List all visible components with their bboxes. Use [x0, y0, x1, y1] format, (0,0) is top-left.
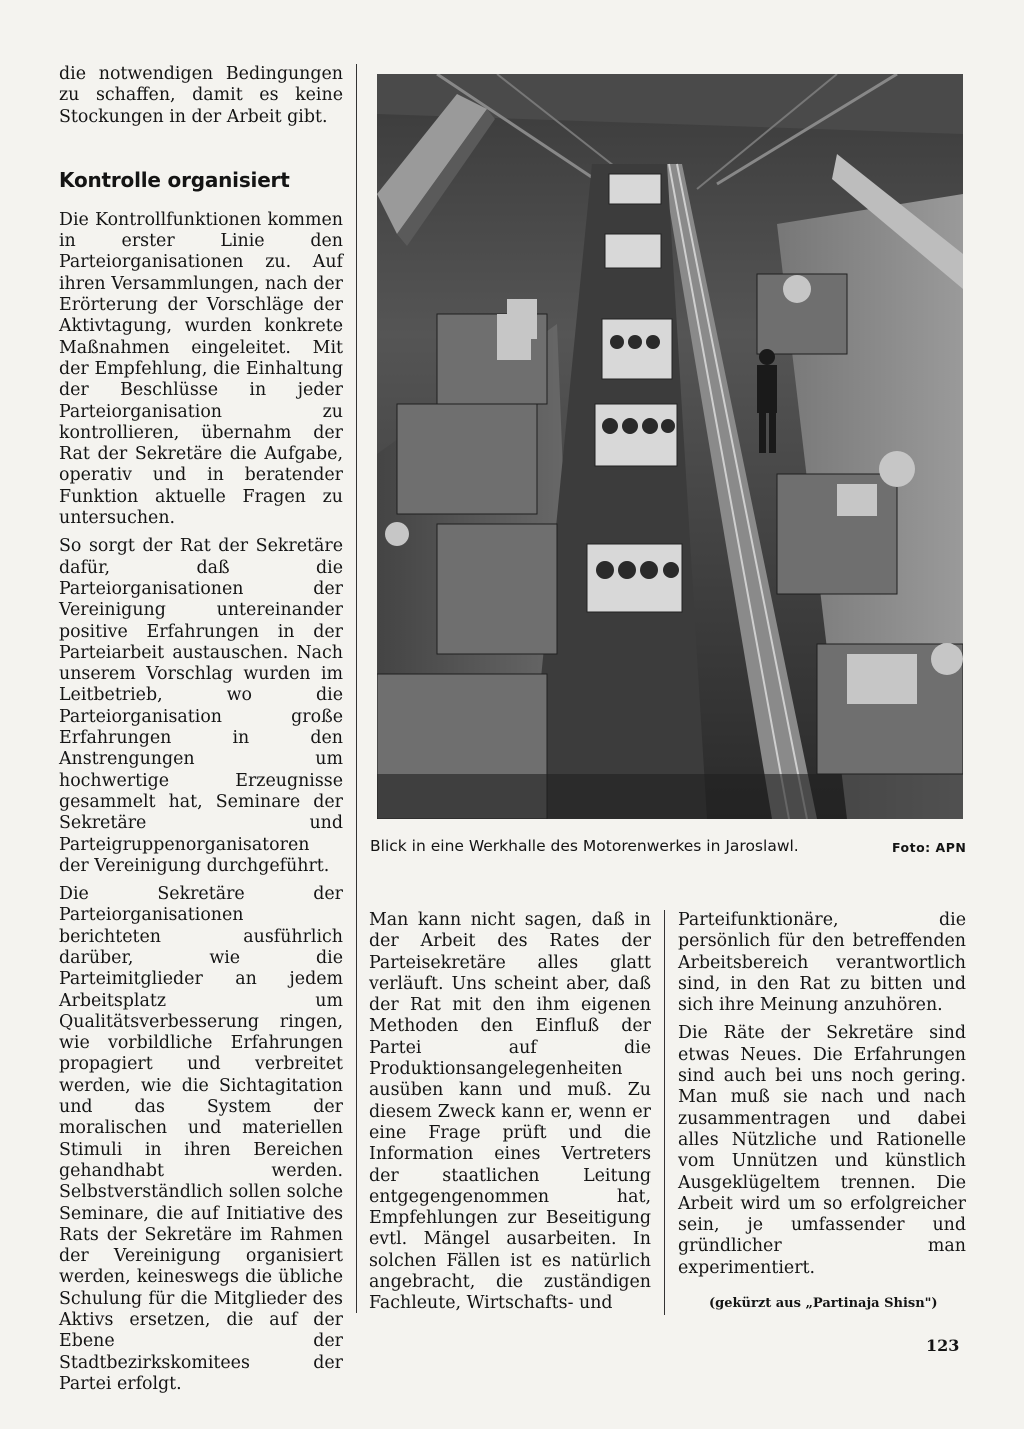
- body-paragraph: Man kann nicht sagen, daß in der Arbeit des Rates der Parteisekretäre alles glatt verläuft. Uns scheint aber, daß der Rat mit den ihm eigenen Methoden den Einfluß der Partei auf die Produktionsangelegenheiten ausüben kann und muß. Zu diesem Zweck kann er, wenn er eine Frage prüft und die Information eines Vertreters der staatlichen Leitung entgegengenommen hat, Empfehlungen zur Beseitigung evtl. Mängel ausarbeiten. In solchen Fällen ist es natürlich angebracht, die zuständigen Fachleute, Wirtschafts- und: [369, 910, 651, 1314]
- intro-paragraph: die notwendigen Bedingungen zu schaffen, damit es keine Stockungen in der Arbeit gibt.: [59, 64, 343, 127]
- body-paragraph: Die Kontrollfunktionen kommen in erster Linie den Parteiorganisationen zu. Auf ihren Versammlungen, nach der Erörterung der Vorschläge der Aktivtagung, wurden konkrete Maßnahmen eingeleitet. Mit der Empfehlung, die Einhaltung der Beschlüsse in jeder Parteiorganisation zu kontrollieren, übernahm der Rat der Sekretäre die Aufgabe, operativ und in beratender Funktion aktuelle Fragen zu untersuchen.: [59, 209, 343, 529]
- photo-credit: Foto: APN: [892, 840, 967, 855]
- body-paragraph: Die Sekretäre der Parteiorganisationen berichteten ausführlich darüber, wie die Parteimitglieder an jedem Arbeitsplatz um Qualitätsverbesserung ringen, wie vorbildliche Erfahrungen propagiert und verbreitet werden, wie die Sichtagitation und das System der moralischen und materiellen Stimuli in ihren Bereichen gehandhabt werden. Selbstverständlich sollen solche Seminare, die auf Initiative des Rats der Sekretäre im Rahmen der Vereinigung organisiert werden, keineswegs die übliche Schulung für die Mitglieder des Aktivs ersetzen, die auf der Ebene der Stadtbezirkskomitees der Partei erfolgt.: [59, 884, 343, 1394]
- column-left: [59, 64, 343, 1402]
- column-divider: [356, 893, 357, 1313]
- photo-caption: Blick in eine Werkhalle des Motorenwerkes in Jaroslawl.: [370, 837, 799, 855]
- factory-photo: [377, 74, 963, 819]
- body-paragraph: Parteifunktionäre, die persönlich für den betreffenden Arbeitsbereich verantwortlich sind, in den Rat zu bitten und sich ihre Meinung anzuhören.: [678, 910, 966, 1016]
- source-note: (gekürzt aus „Partinaja Shisn"): [709, 1296, 938, 1311]
- column-right: [678, 910, 966, 1286]
- column-middle: [369, 910, 651, 1322]
- body-paragraph: Die Räte der Sekretäre sind etwas Neues. Die Erfahrungen sind auch bei uns noch gering. Man muß sie nach und nach zusammentragen und dabei alles Nützliche und Rationelle vom Unnützen und künstlich Ausgeklügeltem trennen. Die Arbeit wird um so erfolgreicher sein, je umfassender und gründlicher man experimentiert.: [678, 1023, 966, 1278]
- column-divider: [664, 910, 665, 1315]
- section-heading: Kontrolle organisiert: [59, 167, 290, 192]
- column-divider: [356, 64, 357, 894]
- factory-photo-illustration: [377, 74, 963, 819]
- body-paragraph: So sorgt der Rat der Sekretäre dafür, daß die Parteiorganisationen der Vereinigung untereinander positive Erfahrungen in der Parteiarbeit austauschen. Nach unserem Vorschlag wurden im Leitbetrieb, wo die Parteiorganisation große Erfahrungen in den Anstrengungen um hochwertige Erzeugnisse gesammelt hat, Seminare der Sekretäre und Parteigruppenorganisatoren der Vereinigung durchgeführt.: [59, 536, 343, 876]
- page-number: 123: [926, 1336, 960, 1355]
